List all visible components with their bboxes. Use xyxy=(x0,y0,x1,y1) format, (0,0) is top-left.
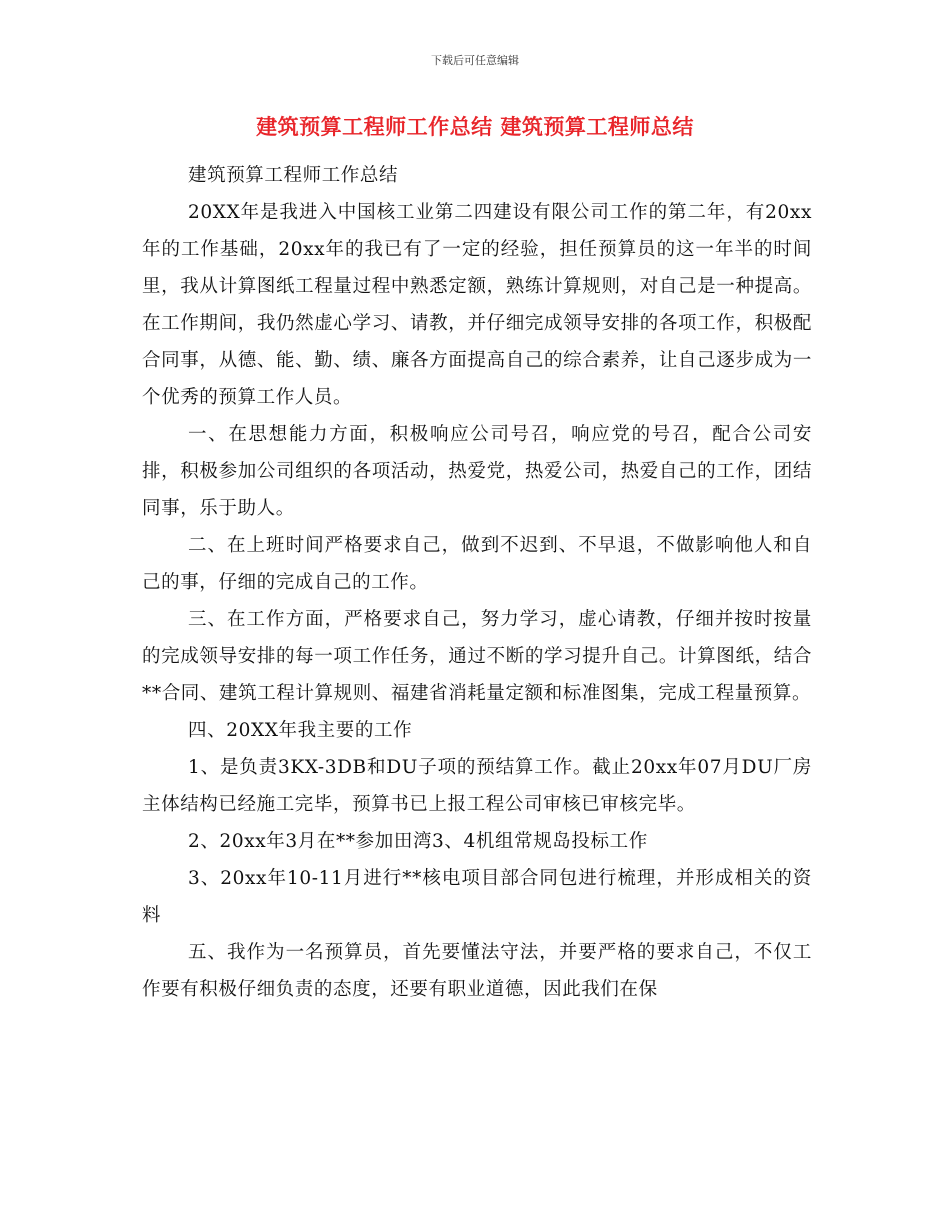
body-paragraph-subtitle: 建筑预算工程师工作总结 xyxy=(188,165,399,186)
body-paragraph-section-2: 二、在上班时间严格要求自己，做到不迟到、不早退，不做影响他人和自己的事，仔细的完成自己的工作。 xyxy=(142,535,812,593)
header-note: 下载后可任意编辑 xyxy=(431,54,519,67)
body-paragraph-section-4-heading: 四、20XX年我主要的工作 xyxy=(188,720,413,741)
body-paragraph-item-2: 2、20xx年3月在**参加田湾3、4机组常规岛投标工作 xyxy=(188,831,648,852)
body-paragraph-item-1: 1、是负责3KX-3DB和DU子项的预结算工作。截止20xx年07月DU厂房主体结构已经施工完毕，预算书已上报工程公司审核已审核完毕。 xyxy=(142,757,812,815)
document-body xyxy=(142,157,812,1008)
body-paragraph-item-3: 3、20xx年10-11月进行**核电项目部合同包进行梳理，并形成相关的资料 xyxy=(142,868,812,926)
body-paragraph-intro: 20XX年是我进入中国核工业第二四建设有限公司工作的第二年，有20xx年的工作基础，20xx年的我已有了一定的经验，担任预算员的这一年半的时间里，我从计算图纸工程量过程中熟悉定额，熟练计算规则，对自己是一种提高。在工作期间，我仍然虚心学习、请教，并仔细完成领导安排的各项工作，积极配合同事，从德、能、勤、绩、廉各方面提高自己的综合素养，让自己逐步成为一个优秀的预算工作人员。 xyxy=(142,202,812,408)
body-paragraph-section-3: 三、在工作方面，严格要求自己，努力学习，虚心请教，仔细并按时按量的完成领导安排的每一项工作任务，通过不断的学习提升自己。计算图纸，结合**合同、建筑工程计算规则、福建省消耗量定额和标准图集，完成工程量预算。 xyxy=(142,609,812,704)
body-paragraph-section-1: 一、在思想能力方面，积极响应公司号召，响应党的号召，配合公司安排，积极参加公司组织的各项活动，热爱党，热爱公司，热爱自己的工作，团结同事，乐于助人。 xyxy=(142,424,812,519)
body-paragraph-section-5: 五、我作为一名预算员，首先要懂法守法，并要严格的要求自己，不仅工作要有积极仔细负责的态度，还要有职业道德，因此我们在保 xyxy=(142,942,812,1000)
document-title: 建筑预算工程师工作总结 建筑预算工程师总结 xyxy=(256,115,694,139)
